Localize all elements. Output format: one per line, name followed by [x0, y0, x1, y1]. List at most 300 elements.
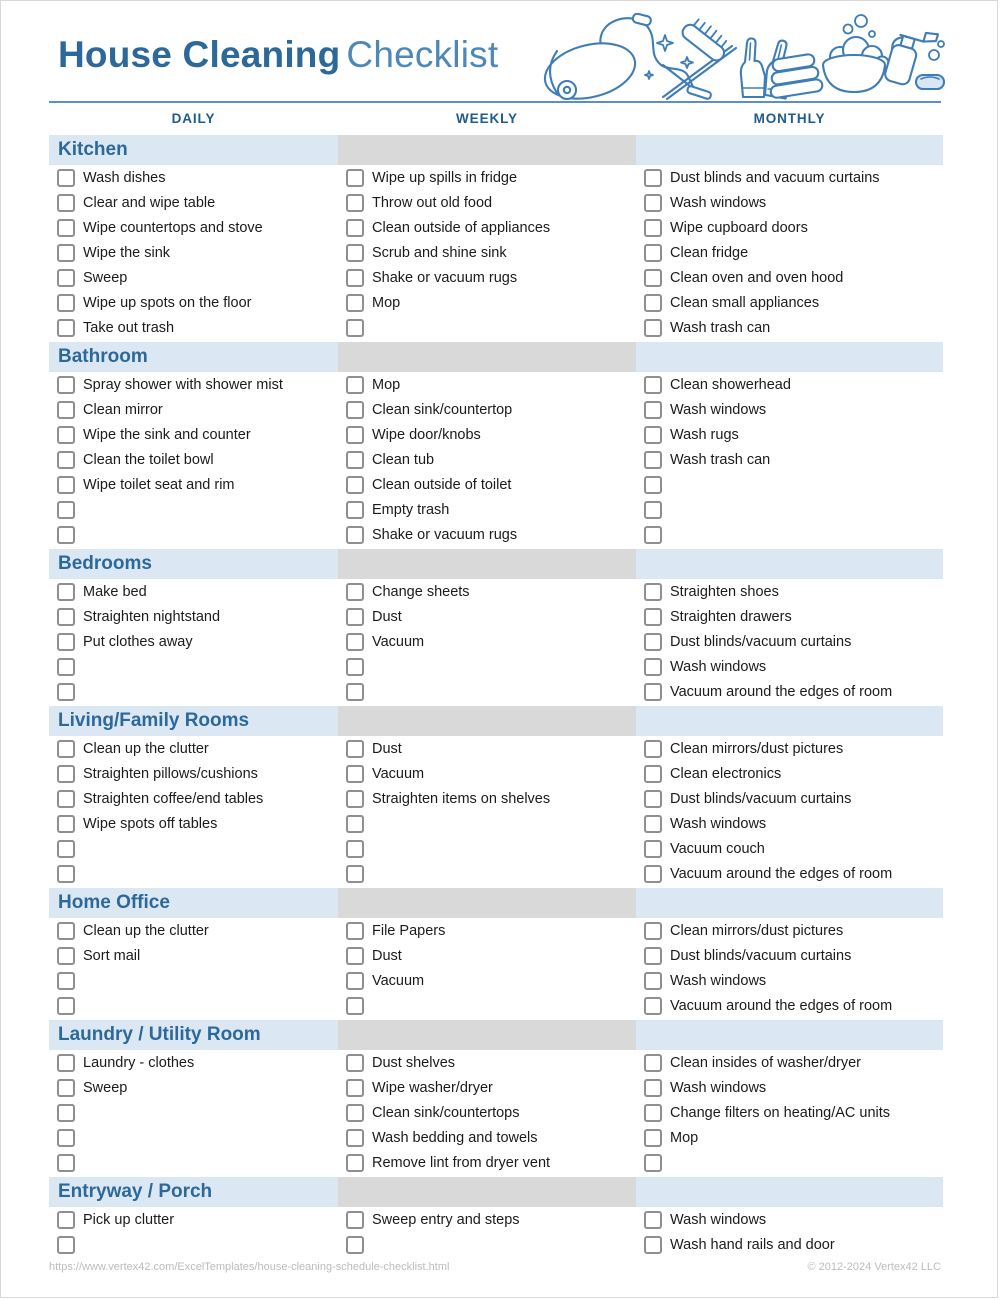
- task-label: Clean tub: [372, 451, 435, 468]
- task-row: [49, 861, 941, 886]
- task-checkbox[interactable]: [346, 294, 364, 312]
- task-label: Wipe spots off tables: [83, 815, 218, 832]
- task-row: [49, 1232, 941, 1257]
- bucket-icon: [823, 37, 889, 92]
- task-label: Straighten nightstand: [83, 608, 221, 625]
- task-label: Clean sink/countertop: [372, 401, 513, 418]
- task-row: [49, 1125, 941, 1150]
- task-checkbox[interactable]: [57, 244, 75, 262]
- task-checkbox[interactable]: [644, 765, 662, 783]
- task-cell-daily: [49, 579, 338, 604]
- task-label: Clean outside of appliances: [372, 219, 551, 236]
- task-checkbox[interactable]: [644, 922, 662, 940]
- section-band-daily: [49, 1020, 338, 1050]
- task-checkbox[interactable]: [57, 269, 75, 287]
- task-label: Clean outside of toilet: [372, 476, 512, 493]
- task-checkbox[interactable]: [644, 1236, 662, 1254]
- task-row: [49, 472, 941, 497]
- task-label: Clean the toilet bowl: [83, 451, 214, 468]
- task-checkbox[interactable]: [346, 426, 364, 444]
- task-cell-monthly: [636, 786, 943, 811]
- task-checkbox[interactable]: [57, 1054, 75, 1072]
- task-label: Clear and wipe table: [83, 194, 216, 211]
- task-checkbox[interactable]: [346, 1236, 364, 1254]
- task-cell-daily: [49, 654, 338, 679]
- task-checkbox[interactable]: [57, 1154, 75, 1172]
- source-url[interactable]: https://www.vertex42.com/ExcelTemplates/house-cleaning-schedule-checklist.html: [49, 1261, 450, 1273]
- task-checkbox[interactable]: [644, 1079, 662, 1097]
- task-cell-weekly: [338, 472, 636, 497]
- task-label: Sort mail: [83, 947, 141, 964]
- task-label: Vacuum: [372, 765, 425, 782]
- task-cell-daily: [49, 968, 338, 993]
- task-label: Wipe washer/dryer: [372, 1079, 493, 1096]
- task-cell-daily: [49, 497, 338, 522]
- task-cell-monthly: [636, 761, 943, 786]
- task-checkbox[interactable]: [57, 294, 75, 312]
- task-cell-daily: [49, 993, 338, 1018]
- task-cell-weekly: [338, 1050, 636, 1075]
- task-checkbox[interactable]: [644, 401, 662, 419]
- task-label: Wipe up spots on the floor: [83, 294, 252, 311]
- task-checkbox[interactable]: [644, 244, 662, 262]
- task-row: [49, 679, 941, 704]
- task-cell-weekly: [338, 629, 636, 654]
- task-label: Shake or vacuum rugs: [372, 269, 518, 286]
- task-checkbox[interactable]: [346, 376, 364, 394]
- task-cell-monthly: [636, 165, 943, 190]
- task-checkbox[interactable]: [57, 526, 75, 544]
- task-checkbox[interactable]: [644, 319, 662, 337]
- task-cell-daily: [49, 1125, 338, 1150]
- checklist: [49, 135, 941, 1257]
- section-band: [49, 342, 941, 372]
- task-checkbox[interactable]: [346, 608, 364, 626]
- task-cell-weekly: [338, 1207, 636, 1232]
- task-label: Straighten shoes: [670, 583, 779, 600]
- task-label: Straighten drawers: [670, 608, 792, 625]
- task-label: Shake or vacuum rugs: [372, 526, 518, 543]
- task-checkbox[interactable]: [57, 658, 75, 676]
- task-checkbox[interactable]: [346, 219, 364, 237]
- task-row: [49, 993, 941, 1018]
- task-cell-monthly: [636, 190, 943, 215]
- task-checkbox[interactable]: [346, 269, 364, 287]
- task-checkbox[interactable]: [57, 865, 75, 883]
- task-checkbox[interactable]: [57, 947, 75, 965]
- task-checkbox[interactable]: [57, 683, 75, 701]
- task-checkbox[interactable]: [346, 633, 364, 651]
- section-title: Bathroom: [58, 346, 148, 367]
- task-checkbox[interactable]: [644, 1154, 662, 1172]
- task-label: Wash hand rails and door: [670, 1236, 835, 1253]
- task-checkbox[interactable]: [644, 583, 662, 601]
- task-label: Dust blinds and vacuum curtains: [670, 169, 880, 186]
- task-label: Wipe toilet seat and rim: [83, 476, 235, 493]
- task-cell-daily: [49, 786, 338, 811]
- task-checkbox[interactable]: [57, 815, 75, 833]
- task-checkbox[interactable]: [346, 319, 364, 337]
- task-checkbox[interactable]: [644, 1129, 662, 1147]
- task-checkbox[interactable]: [644, 269, 662, 287]
- task-checkbox[interactable]: [57, 401, 75, 419]
- task-row: [49, 522, 941, 547]
- task-cell-monthly: [636, 497, 943, 522]
- task-label: Empty trash: [372, 501, 450, 518]
- task-label: Take out trash: [83, 319, 175, 336]
- section-title: Laundry / Utility Room: [58, 1024, 261, 1045]
- task-cell-monthly: [636, 579, 943, 604]
- task-checkbox[interactable]: [644, 683, 662, 701]
- section-bedrooms: [49, 549, 941, 704]
- task-cell-daily: [49, 861, 338, 886]
- task-cell-monthly: [636, 918, 943, 943]
- task-label: Pick up clutter: [83, 1211, 175, 1228]
- task-checkbox[interactable]: [346, 451, 364, 469]
- task-checkbox[interactable]: [57, 740, 75, 758]
- task-checkbox[interactable]: [346, 972, 364, 990]
- task-cell-daily: [49, 1075, 338, 1100]
- task-checkbox[interactable]: [346, 1079, 364, 1097]
- task-checkbox[interactable]: [644, 194, 662, 212]
- task-cell-weekly: [338, 372, 636, 397]
- task-label: Clean mirrors/dust pictures: [670, 740, 844, 757]
- task-cell-weekly: [338, 290, 636, 315]
- task-checkbox[interactable]: [346, 501, 364, 519]
- task-checkbox[interactable]: [57, 219, 75, 237]
- task-row: [49, 968, 941, 993]
- task-label: Clean up the clutter: [83, 740, 209, 757]
- task-checkbox[interactable]: [644, 1104, 662, 1122]
- task-cell-monthly: [636, 736, 943, 761]
- task-checkbox[interactable]: [346, 194, 364, 212]
- section-band-monthly: [636, 706, 943, 736]
- task-label: Clean mirror: [83, 401, 163, 418]
- task-cell-monthly: [636, 968, 943, 993]
- copyright: © 2012-2024 Vertex42 LLC: [807, 1261, 941, 1273]
- task-checkbox[interactable]: [644, 169, 662, 187]
- task-checkbox[interactable]: [644, 840, 662, 858]
- task-row: [49, 315, 941, 340]
- task-checkbox[interactable]: [346, 526, 364, 544]
- task-label: Vacuum: [372, 633, 425, 650]
- task-row: [49, 761, 941, 786]
- task-row: [49, 1100, 941, 1125]
- task-label: Remove lint from dryer vent: [372, 1154, 551, 1171]
- task-cell-daily: [49, 943, 338, 968]
- task-checkbox[interactable]: [346, 1054, 364, 1072]
- task-cell-monthly: [636, 679, 943, 704]
- section-band-weekly: [338, 135, 636, 165]
- task-checkbox[interactable]: [644, 294, 662, 312]
- task-label: Wash windows: [670, 972, 767, 989]
- section-title: Home Office: [58, 892, 170, 913]
- task-cell-monthly: [636, 629, 943, 654]
- task-cell-monthly: [636, 993, 943, 1018]
- task-row: [49, 165, 941, 190]
- task-checkbox[interactable]: [57, 790, 75, 808]
- task-cell-monthly: [636, 315, 943, 340]
- task-label: File Papers: [372, 922, 446, 939]
- task-label: Mop: [372, 376, 401, 393]
- task-checkbox[interactable]: [57, 451, 75, 469]
- task-checkbox[interactable]: [346, 476, 364, 494]
- task-label: Clean sink/countertops: [372, 1104, 520, 1121]
- task-checkbox[interactable]: [644, 790, 662, 808]
- task-label: Sweep: [83, 1079, 128, 1096]
- section-band-weekly: [338, 888, 636, 918]
- task-row: [49, 290, 941, 315]
- task-cell-daily: [49, 1150, 338, 1175]
- task-cell-monthly: [636, 1075, 943, 1100]
- task-checkbox[interactable]: [346, 169, 364, 187]
- task-checkbox[interactable]: [346, 740, 364, 758]
- task-checkbox[interactable]: [346, 1104, 364, 1122]
- task-cell-monthly: [636, 397, 943, 422]
- task-checkbox[interactable]: [57, 840, 75, 858]
- task-label: Wash trash can: [670, 319, 771, 336]
- task-row: [49, 918, 941, 943]
- task-checkbox[interactable]: [644, 451, 662, 469]
- section-band-daily: [49, 342, 338, 372]
- task-cell-daily: [49, 604, 338, 629]
- task-checkbox[interactable]: [346, 790, 364, 808]
- task-row: [49, 811, 941, 836]
- task-checkbox[interactable]: [346, 658, 364, 676]
- section-band-daily: [49, 888, 338, 918]
- section-living-family-rooms: [49, 706, 941, 886]
- task-row: [49, 736, 941, 761]
- task-label: Wipe cupboard doors: [670, 219, 808, 236]
- task-cell-daily: [49, 918, 338, 943]
- task-checkbox[interactable]: [57, 608, 75, 626]
- task-cell-daily: [49, 190, 338, 215]
- task-cell-weekly: [338, 1100, 636, 1125]
- task-label: Dust shelves: [372, 1054, 456, 1071]
- section-band-weekly: [338, 342, 636, 372]
- task-cell-daily: [49, 315, 338, 340]
- column-header-daily: DAILY: [171, 110, 216, 126]
- section-band: [49, 1177, 941, 1207]
- section-band-daily: [49, 549, 338, 579]
- page-title-light: Checklist: [346, 34, 499, 75]
- task-label: Dust blinds/vacuum curtains: [670, 790, 852, 807]
- task-cell-daily: [49, 215, 338, 240]
- task-checkbox[interactable]: [346, 947, 364, 965]
- task-label: Vacuum around the edges of room: [670, 865, 893, 882]
- task-checkbox[interactable]: [57, 376, 75, 394]
- cleaning-illustration: [535, 13, 945, 101]
- task-checkbox[interactable]: [644, 815, 662, 833]
- task-label: Straighten pillows/cushions: [83, 765, 258, 782]
- task-label: Vacuum couch: [670, 840, 765, 857]
- task-checkbox[interactable]: [57, 765, 75, 783]
- task-checkbox[interactable]: [644, 740, 662, 758]
- task-cell-daily: [49, 1232, 338, 1257]
- task-checkbox[interactable]: [644, 658, 662, 676]
- task-label: Mop: [670, 1129, 699, 1146]
- task-label: Change filters on heating/AC units: [670, 1104, 891, 1121]
- soap-icon: [916, 41, 944, 89]
- task-checkbox[interactable]: [346, 583, 364, 601]
- task-cell-weekly: [338, 315, 636, 340]
- task-checkbox[interactable]: [644, 633, 662, 651]
- task-checkbox[interactable]: [644, 376, 662, 394]
- task-checkbox[interactable]: [644, 501, 662, 519]
- task-checkbox[interactable]: [57, 972, 75, 990]
- section-band: [49, 135, 941, 165]
- task-checkbox[interactable]: [57, 501, 75, 519]
- task-checkbox[interactable]: [346, 922, 364, 940]
- task-checkbox[interactable]: [644, 865, 662, 883]
- task-label: Wash rugs: [670, 426, 739, 443]
- task-cell-daily: [49, 811, 338, 836]
- task-cell-daily: [49, 1207, 338, 1232]
- task-cell-monthly: [636, 1050, 943, 1075]
- task-label: Clean oven and oven hood: [670, 269, 844, 286]
- task-row: [49, 215, 941, 240]
- task-cell-monthly: [636, 943, 943, 968]
- task-row: [49, 1050, 941, 1075]
- task-checkbox[interactable]: [57, 194, 75, 212]
- task-cell-monthly: [636, 836, 943, 861]
- task-cell-daily: [49, 522, 338, 547]
- task-checkbox[interactable]: [644, 608, 662, 626]
- task-checkbox[interactable]: [644, 476, 662, 494]
- task-label: Clean electronics: [670, 765, 782, 782]
- task-cell-daily: [49, 472, 338, 497]
- task-label: Straighten coffee/end tables: [83, 790, 264, 807]
- task-checkbox[interactable]: [57, 426, 75, 444]
- task-label: Clean small appliances: [670, 294, 820, 311]
- task-cell-weekly: [338, 522, 636, 547]
- task-row: [49, 372, 941, 397]
- task-cell-daily: [49, 240, 338, 265]
- section-band-weekly: [338, 706, 636, 736]
- task-checkbox[interactable]: [57, 1129, 75, 1147]
- task-checkbox[interactable]: [644, 1211, 662, 1229]
- task-cell-weekly: [338, 993, 636, 1018]
- task-checkbox[interactable]: [644, 426, 662, 444]
- task-checkbox[interactable]: [57, 997, 75, 1015]
- section-band: [49, 1020, 941, 1050]
- task-checkbox[interactable]: [346, 997, 364, 1015]
- footer: [49, 1261, 941, 1273]
- task-cell-monthly: [636, 604, 943, 629]
- section-band-daily: [49, 706, 338, 736]
- task-label: Wipe the sink and counter: [83, 426, 251, 443]
- task-cell-weekly: [338, 761, 636, 786]
- task-cell-weekly: [338, 811, 636, 836]
- task-checkbox[interactable]: [57, 922, 75, 940]
- task-checkbox[interactable]: [57, 319, 75, 337]
- task-checkbox[interactable]: [346, 765, 364, 783]
- task-cell-monthly: [636, 811, 943, 836]
- task-checkbox[interactable]: [57, 1079, 75, 1097]
- task-cell-weekly: [338, 447, 636, 472]
- task-label: Throw out old food: [372, 194, 493, 211]
- task-checkbox[interactable]: [346, 815, 364, 833]
- task-checkbox[interactable]: [346, 401, 364, 419]
- task-checkbox[interactable]: [346, 244, 364, 262]
- task-checkbox[interactable]: [346, 840, 364, 858]
- task-cell-monthly: [636, 1232, 943, 1257]
- section-band: [49, 549, 941, 579]
- task-label: Wipe up spills in fridge: [372, 169, 518, 186]
- task-checkbox[interactable]: [346, 1211, 364, 1229]
- task-checkbox[interactable]: [346, 683, 364, 701]
- task-label: Wash windows: [670, 1079, 767, 1096]
- task-cell-monthly: [636, 447, 943, 472]
- task-checkbox[interactable]: [57, 633, 75, 651]
- task-cell-daily: [49, 761, 338, 786]
- task-cell-monthly: [636, 1125, 943, 1150]
- task-checkbox[interactable]: [346, 1129, 364, 1147]
- task-checkbox[interactable]: [644, 947, 662, 965]
- task-label: Laundry - clothes: [83, 1054, 195, 1071]
- task-checkbox[interactable]: [644, 219, 662, 237]
- task-cell-daily: [49, 836, 338, 861]
- task-label: Clean insides of washer/dryer: [670, 1054, 862, 1071]
- task-cell-daily: [49, 679, 338, 704]
- task-checkbox[interactable]: [346, 865, 364, 883]
- task-cell-monthly: [636, 522, 943, 547]
- column-headers: [49, 103, 941, 133]
- task-cell-daily: [49, 397, 338, 422]
- task-checkbox[interactable]: [57, 476, 75, 494]
- section-band-daily: [49, 1177, 338, 1207]
- task-checkbox[interactable]: [644, 972, 662, 990]
- task-cell-weekly: [338, 1125, 636, 1150]
- task-cell-monthly: [636, 654, 943, 679]
- task-cell-monthly: [636, 372, 943, 397]
- section-title: Kitchen: [58, 139, 128, 160]
- task-checkbox[interactable]: [644, 526, 662, 544]
- task-cell-weekly: [338, 165, 636, 190]
- section-band-weekly: [338, 1020, 636, 1050]
- section-entryway-porch: [49, 1177, 941, 1257]
- task-row: [49, 265, 941, 290]
- task-cell-weekly: [338, 1075, 636, 1100]
- task-checkbox[interactable]: [644, 997, 662, 1015]
- section-band: [49, 888, 941, 918]
- task-row: [49, 240, 941, 265]
- task-cell-monthly: [636, 1150, 943, 1175]
- task-cell-daily: [49, 1050, 338, 1075]
- section-band-monthly: [636, 1177, 943, 1207]
- header-divider: [49, 1, 941, 103]
- task-checkbox[interactable]: [57, 583, 75, 601]
- task-checkbox[interactable]: [57, 1211, 75, 1229]
- task-label: Wash windows: [670, 658, 767, 675]
- task-label: Vacuum around the edges of room: [670, 997, 893, 1014]
- task-row: [49, 579, 941, 604]
- task-cell-weekly: [338, 397, 636, 422]
- task-checkbox[interactable]: [57, 1104, 75, 1122]
- header: [49, 1, 941, 103]
- section-band-monthly: [636, 342, 943, 372]
- task-checkbox[interactable]: [346, 1154, 364, 1172]
- task-label: Straighten items on shelves: [372, 790, 551, 807]
- task-checkbox[interactable]: [57, 1236, 75, 1254]
- task-checkbox[interactable]: [644, 1054, 662, 1072]
- task-cell-monthly: [636, 472, 943, 497]
- task-checkbox[interactable]: [57, 169, 75, 187]
- task-cell-daily: [49, 447, 338, 472]
- task-label: Wash dishes: [83, 169, 166, 186]
- section-band-monthly: [636, 135, 943, 165]
- task-label: Put clothes away: [83, 633, 193, 650]
